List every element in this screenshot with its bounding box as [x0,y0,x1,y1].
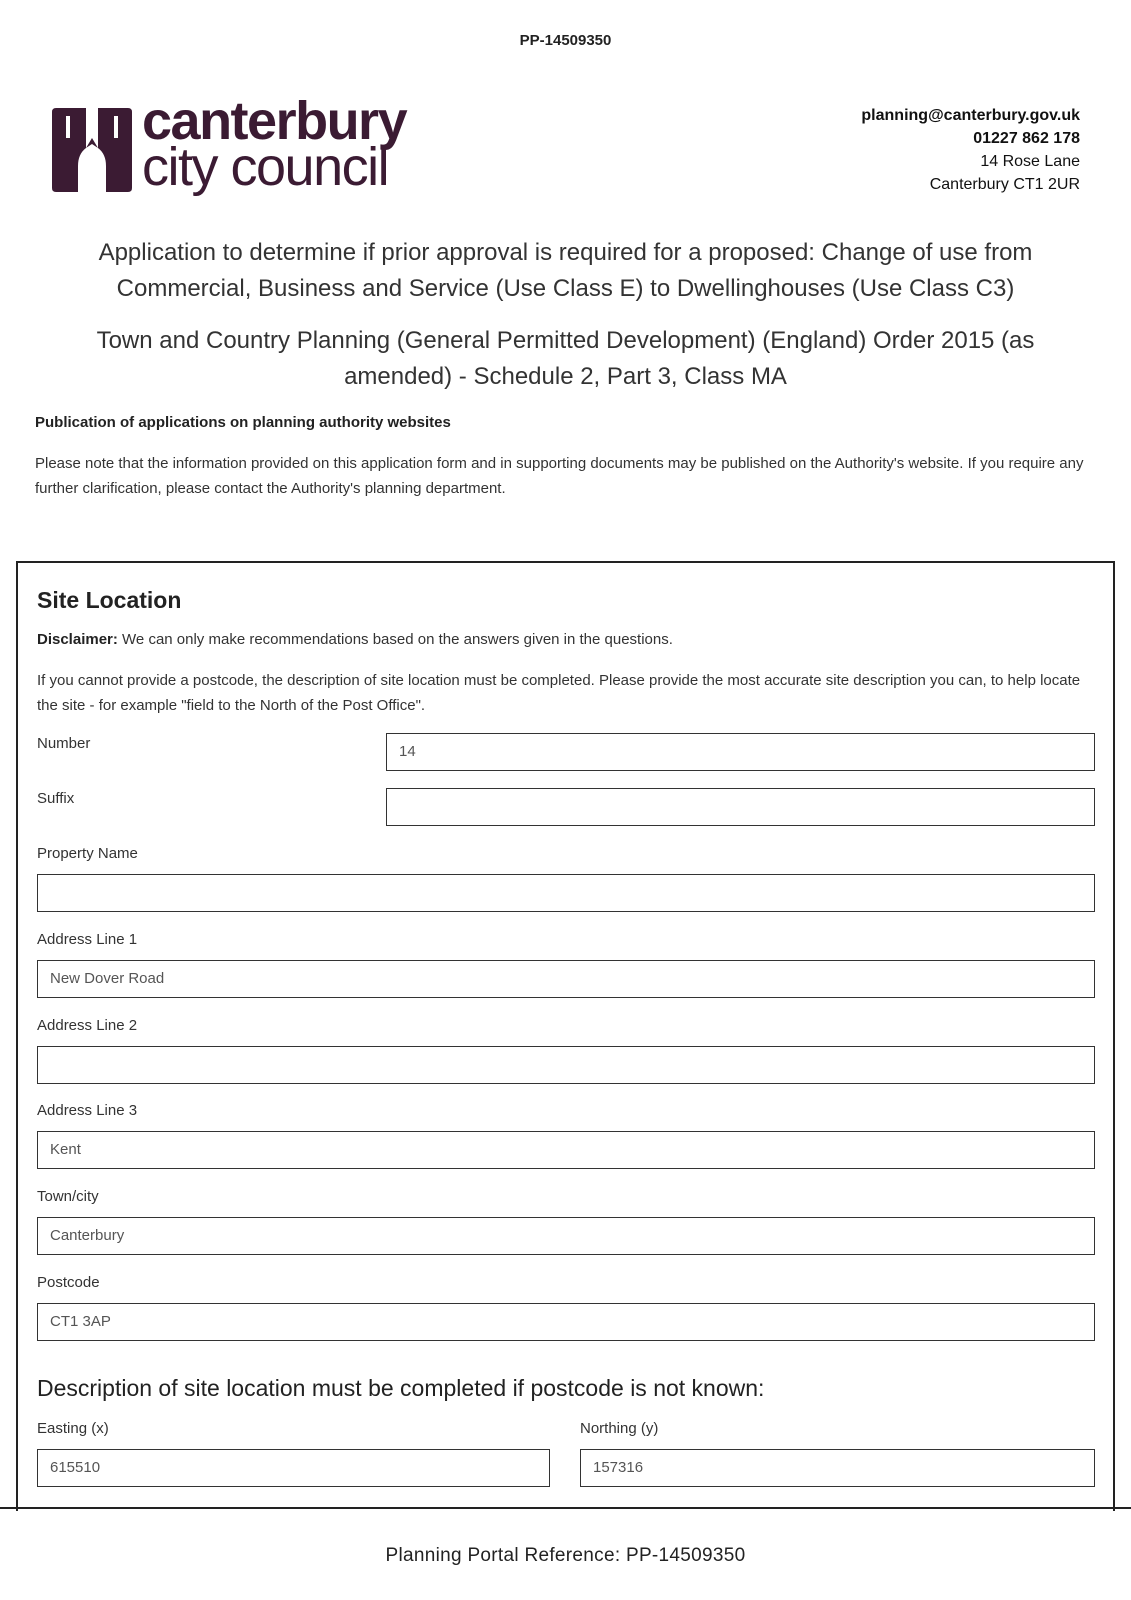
site-location-note: If you cannot provide a postcode, the description of site location must be completed. Please provide the most accurate site description you can, to help locate the site - for example "field to the North of the Post Office". [37,672,1081,714]
council-logo [52,91,412,200]
address-line1-label: Address Line 1 [37,931,138,948]
section-heading: Site Location [37,587,182,613]
publication-text: Please note that the information provided on this application form and in supporting documents may be published on the Authority's website. If you require any further clarification, please contact the Authority's planning department. [35,455,1084,497]
address-line1-field[interactable]: New Dover Road [37,960,1095,998]
cathedral-logo-icon [52,108,132,192]
contact-phone: 01227 862 178 [973,130,1080,147]
reference-header: PP-14509350 [519,32,612,49]
address-line3-label: Address Line 3 [37,1102,138,1119]
property-name-label: Property Name [37,845,138,862]
property-name-field[interactable] [37,874,1095,912]
publication-heading: Publication of applications on planning authority websites [35,414,451,431]
address-line2-label: Address Line 2 [37,1017,138,1034]
logo-wordmark-line1: canterbury [142,91,407,151]
town-label: Town/city [37,1188,99,1205]
address-line2-field[interactable] [37,1046,1095,1084]
suffix-label: Suffix [37,790,75,807]
logo-wordmark-line2: city council [142,137,389,197]
easting-field[interactable]: 615510 [37,1449,550,1487]
contact-address-line1: 14 Rose Lane [980,153,1080,170]
town-field[interactable]: Canterbury [37,1217,1095,1255]
disclaimer-text: We can only make recommendations based on the answers given in the questions. [117,631,673,648]
address-line3-field[interactable]: Kent [37,1131,1095,1169]
suffix-field[interactable] [386,788,1095,826]
contact-email[interactable]: planning@canterbury.gov.uk [861,107,1080,124]
contact-address-line2: Canterbury CT1 2UR [929,176,1080,193]
contact-block [861,104,1080,196]
form-title: Application to determine if prior approval is required for a proposed: Change of use from Commercial, Business and Service (Use Class E) to Dwellinghouses (Use Class C3) [98,239,1033,302]
number-field[interactable]: 14 [386,733,1095,771]
form-subtitle: Town and Country Planning (General Permitted Development) (England) Order 2015 (as amended) - Schedule 2, Part 3, Class MA [96,327,1035,390]
footer-reference: Planning Portal Reference: PP-14509350 [385,1545,746,1566]
disclaimer-label: Disclaimer: [37,631,118,648]
disclaimer [37,631,673,648]
page-bottom-rule [0,1507,1131,1509]
postcode-field[interactable]: CT1 3AP [37,1303,1095,1341]
number-label: Number [37,735,91,752]
northing-field[interactable]: 157316 [580,1449,1095,1487]
northing-label: Northing (y) [580,1420,659,1437]
description-heading: Description of site location must be completed if postcode is not known: [37,1375,765,1401]
postcode-label: Postcode [37,1274,100,1291]
easting-label: Easting (x) [37,1420,109,1437]
